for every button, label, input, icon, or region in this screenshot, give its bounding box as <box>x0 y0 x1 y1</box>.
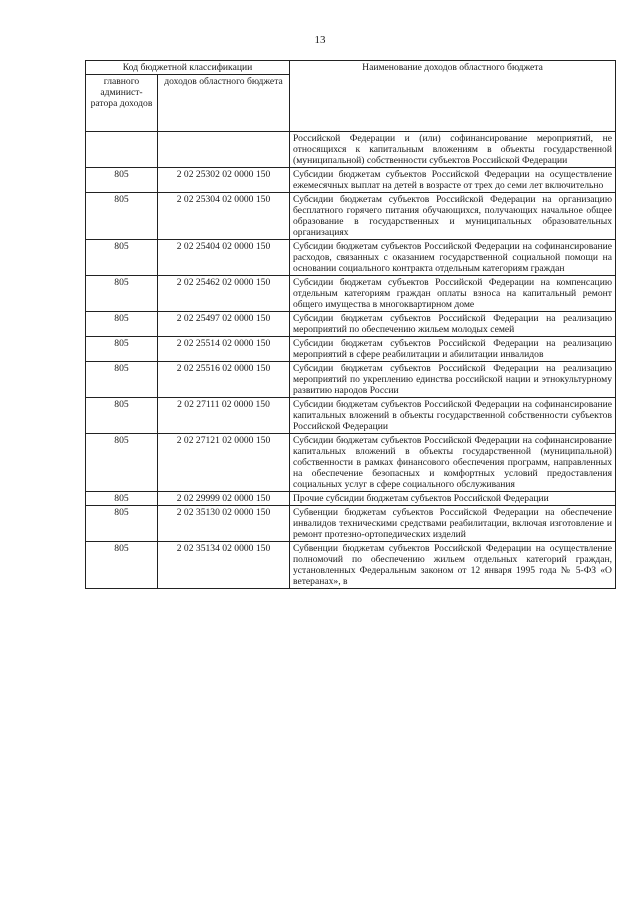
table-row <box>86 434 616 492</box>
revenue-description-cell: Субсидии бюджетам субъектов Российской Федерации на софинансирование капитальных вложений в объекты государственной собственности субъектов Российской Федерации <box>290 398 616 434</box>
revenue-description-cell: Субсидии бюджетам субъектов Российской Федерации на реализацию мероприятий по укреплению единства российской нации и этнокультурному развитию народов России <box>290 362 616 398</box>
budget-code-cell: 2 02 35130 02 0000 150 <box>158 506 290 542</box>
revenue-description-cell: Субсидии бюджетам субъектов Российской Федерации на реализацию мероприятий в сфере реабилитации и абилитации инвалидов <box>290 337 616 362</box>
budget-code-cell: 2 02 25462 02 0000 150 <box>158 276 290 312</box>
budget-code-cell: 2 02 27121 02 0000 150 <box>158 434 290 492</box>
admin-code-cell: 805 <box>86 492 158 506</box>
admin-code-cell: 805 <box>86 362 158 398</box>
admin-code-cell: 805 <box>86 240 158 276</box>
header-revenue-code: доходов областного бюджета <box>158 75 290 132</box>
table-row <box>86 312 616 337</box>
revenue-description-cell: Субсидии бюджетам субъектов Российской Федерации на компенсацию отдельным категориям граждан оплаты взноса на капитальный ремонт общего имущества в многоквартирном доме <box>290 276 616 312</box>
admin-code-cell: 805 <box>86 398 158 434</box>
revenue-description-cell: Субсидии бюджетам субъектов Российской Федерации на софинансирование расходов, связанных с оказанием государственной социальной помощи на основании социального контракта отдельным категориям граждан <box>290 240 616 276</box>
admin-code-cell: 805 <box>86 312 158 337</box>
header-classification-group: Код бюджетной классификации <box>86 61 290 75</box>
table-row <box>86 492 616 506</box>
revenue-description-cell: Субсидии бюджетам субъектов Российской Федерации на организацию бесплатного горячего питания обучающихся, получающих начальное общее образование в государственных и муниципальных образовательных организациях <box>290 193 616 240</box>
table-row <box>86 276 616 312</box>
admin-code-cell: 805 <box>86 542 158 589</box>
table-row <box>86 337 616 362</box>
admin-code-cell: 805 <box>86 337 158 362</box>
revenue-description-cell: Субсидии бюджетам субъектов Российской Федерации на осуществление ежемесячных выплат на детей в возрасте от трех до семи лет включительно <box>290 168 616 193</box>
table-row <box>86 240 616 276</box>
budget-code-cell: 2 02 25514 02 0000 150 <box>158 337 290 362</box>
table-row <box>86 542 616 589</box>
budget-code-cell <box>158 132 290 168</box>
page-number: 13 <box>314 34 326 46</box>
admin-code-cell: 805 <box>86 276 158 312</box>
table-row <box>86 362 616 398</box>
table-row <box>86 132 616 168</box>
admin-code-cell: 805 <box>86 193 158 240</box>
budget-code-cell: 2 02 25302 02 0000 150 <box>158 168 290 193</box>
revenue-description-cell: Российской Федерации и (или) софинансирование мероприятий, не относящихся к капитальным вложениям в объекты государственной (муниципальной) собственности субъектов Российской Федерации <box>290 132 616 168</box>
admin-code-cell: 805 <box>86 506 158 542</box>
table-row <box>86 168 616 193</box>
revenue-description-cell: Субсидии бюджетам субъектов Российской Федерации на софинансирование капитальных вложений в объекты государственной (муниципальной) собственности в рамках финансового обеспечения программ, направленных на обеспечение безопасных и комфортных условий предоставления социальных услуг в сфере социального обслуживания <box>290 434 616 492</box>
header-revenue-name: Наименование доходов областного бюджета <box>290 61 616 132</box>
budget-classification-table <box>85 60 616 589</box>
admin-code-cell: 805 <box>86 168 158 193</box>
table-row <box>86 506 616 542</box>
revenue-description-cell: Прочие субсидии бюджетам субъектов Российской Федерации <box>290 492 616 506</box>
budget-code-cell: 2 02 25516 02 0000 150 <box>158 362 290 398</box>
budget-code-cell: 2 02 25497 02 0000 150 <box>158 312 290 337</box>
header-chief-administrator: главного админист-ратора доходов <box>86 75 158 132</box>
revenue-description-cell: Субсидии бюджетам субъектов Российской Федерации на реализацию мероприятий по обеспечению жильем молодых семей <box>290 312 616 337</box>
budget-code-cell: 2 02 29999 02 0000 150 <box>158 492 290 506</box>
table-row <box>86 193 616 240</box>
budget-code-cell: 2 02 35134 02 0000 150 <box>158 542 290 589</box>
table-row <box>86 398 616 434</box>
revenue-description-cell: Субвенции бюджетам субъектов Российской Федерации на обеспечение инвалидов техническими средствами реабилитации, включая изготовление и ремонт протезно-ортопедических изделий <box>290 506 616 542</box>
budget-code-cell: 2 02 27111 02 0000 150 <box>158 398 290 434</box>
budget-code-cell: 2 02 25404 02 0000 150 <box>158 240 290 276</box>
admin-code-cell: 805 <box>86 434 158 492</box>
admin-code-cell <box>86 132 158 168</box>
revenue-description-cell: Субвенции бюджетам субъектов Российской Федерации на осуществление полномочий по обеспечению жильем отдельных категорий граждан, установленных Федеральным законом от 12 января 1995 года № 5-ФЗ «О ветеранах», в <box>290 542 616 589</box>
budget-code-cell: 2 02 25304 02 0000 150 <box>158 193 290 240</box>
